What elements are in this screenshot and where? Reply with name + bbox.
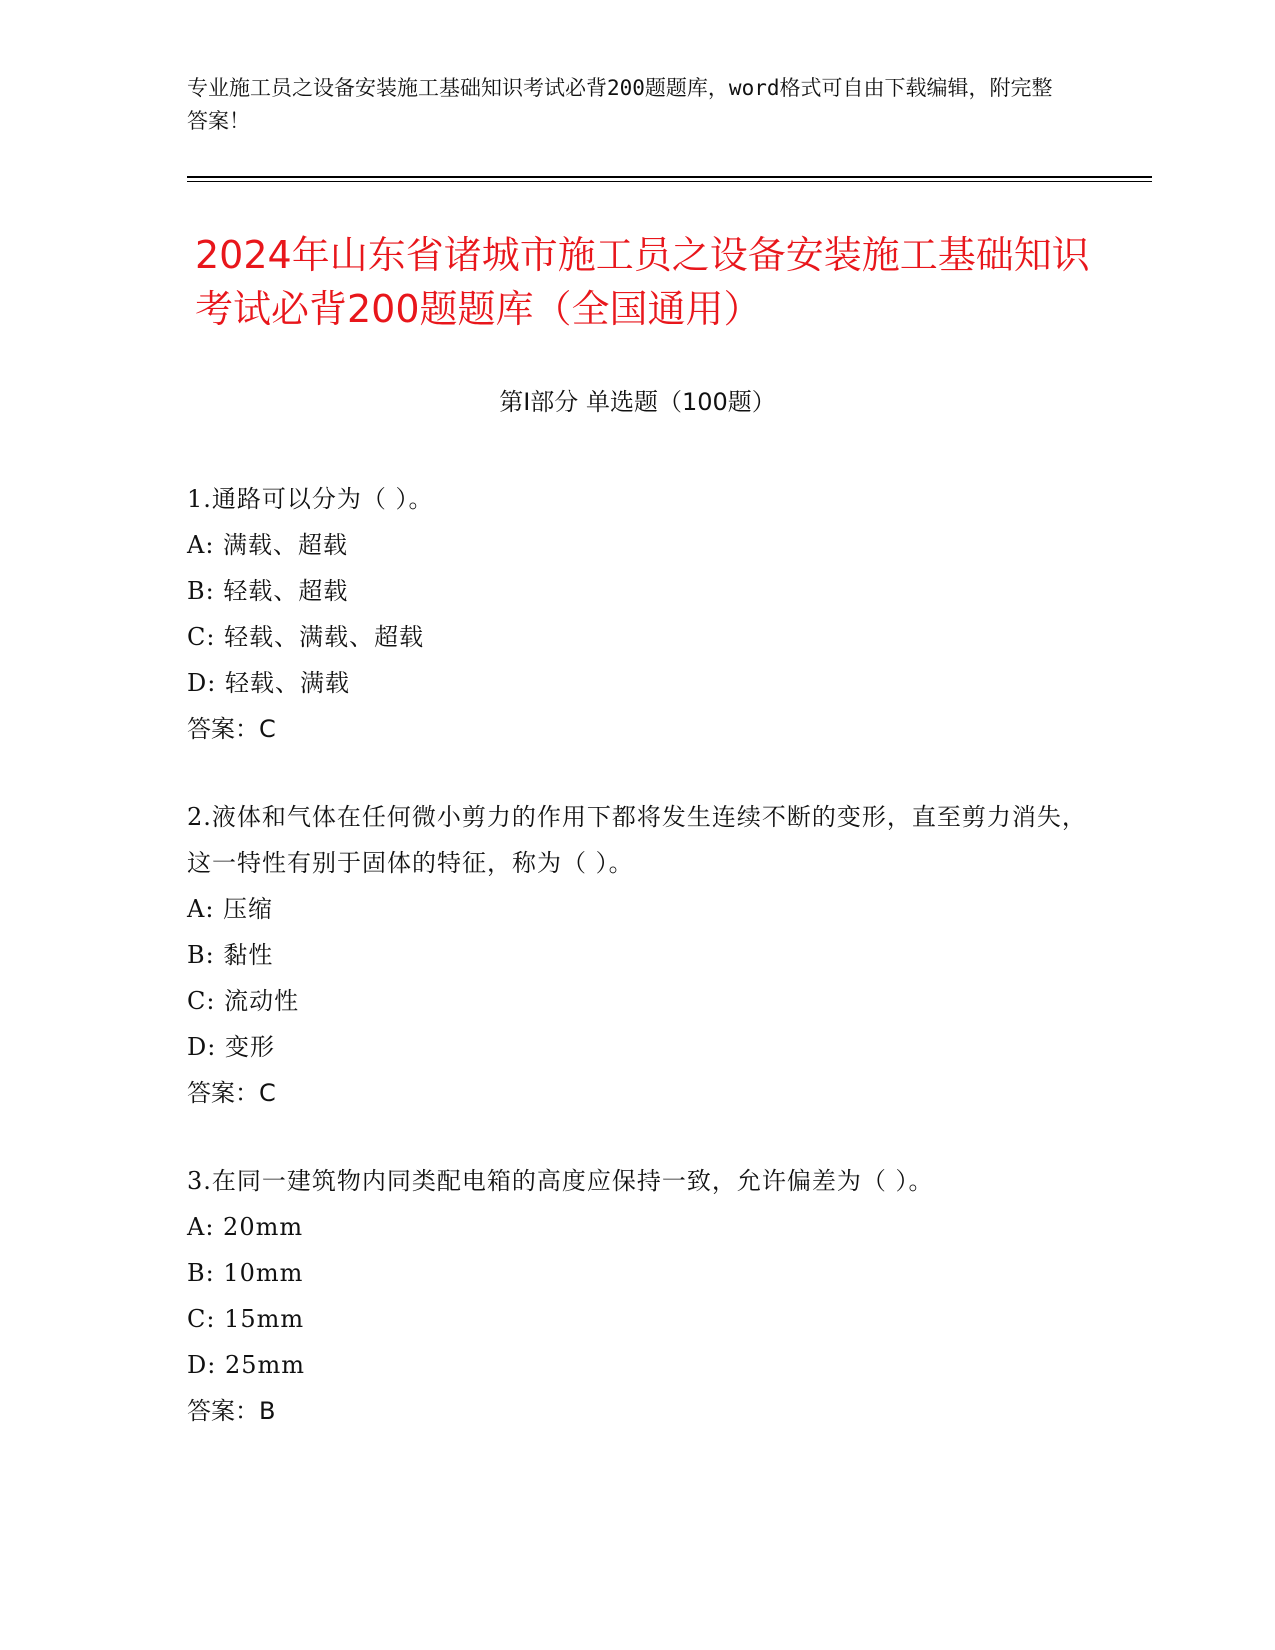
question-stem: 2.液体和气体在任何微小剪力的作用下都将发生连续不断的变形，直至剪力消失，这一特性有别于固体的特征，称为（ ）。 — [187, 803, 1087, 877]
header-note: 专业施工员之设备安装施工基础知识考试必背200题题库，word格式可自由下载编辑，附完整答案！ — [187, 76, 1053, 133]
option-c: C: 流动性 — [187, 987, 300, 1015]
question-1 — [187, 476, 1087, 752]
document-title: 2024年山东省诸城市施工员之设备安装施工基础知识考试必背200题题库（全国通用） — [195, 233, 1090, 331]
header-rule-thick — [187, 176, 1152, 178]
question-list — [187, 476, 1087, 1476]
option-d: D: 轻载、满载 — [187, 669, 350, 697]
header-rule-thin — [187, 181, 1152, 182]
question-3 — [187, 1158, 1087, 1434]
answer: 答案：C — [187, 1079, 276, 1107]
question-2 — [187, 794, 1087, 1116]
question-stem: 1.通路可以分为（ ）。 — [187, 485, 434, 513]
question-stem: 3.在同一建筑物内同类配电箱的高度应保持一致，允许偏差为（ ）。 — [187, 1167, 934, 1195]
option-b: B: 黏性 — [187, 941, 274, 969]
option-a: A: 压缩 — [187, 895, 274, 923]
answer: 答案：C — [187, 715, 276, 743]
option-d: D: 25mm — [187, 1351, 306, 1379]
option-c: C: 15mm — [187, 1305, 305, 1333]
section-title: 第Ⅰ部分 单选题（100题） — [499, 388, 776, 416]
option-b: B: 轻载、超载 — [187, 577, 349, 605]
option-d: D: 变形 — [187, 1033, 275, 1061]
answer: 答案：B — [187, 1397, 276, 1425]
option-b: B: 10mm — [187, 1259, 304, 1287]
option-a: A: 满载、超载 — [187, 531, 349, 559]
option-a: A: 20mm — [187, 1213, 304, 1241]
option-c: C: 轻载、满载、超载 — [187, 623, 425, 651]
